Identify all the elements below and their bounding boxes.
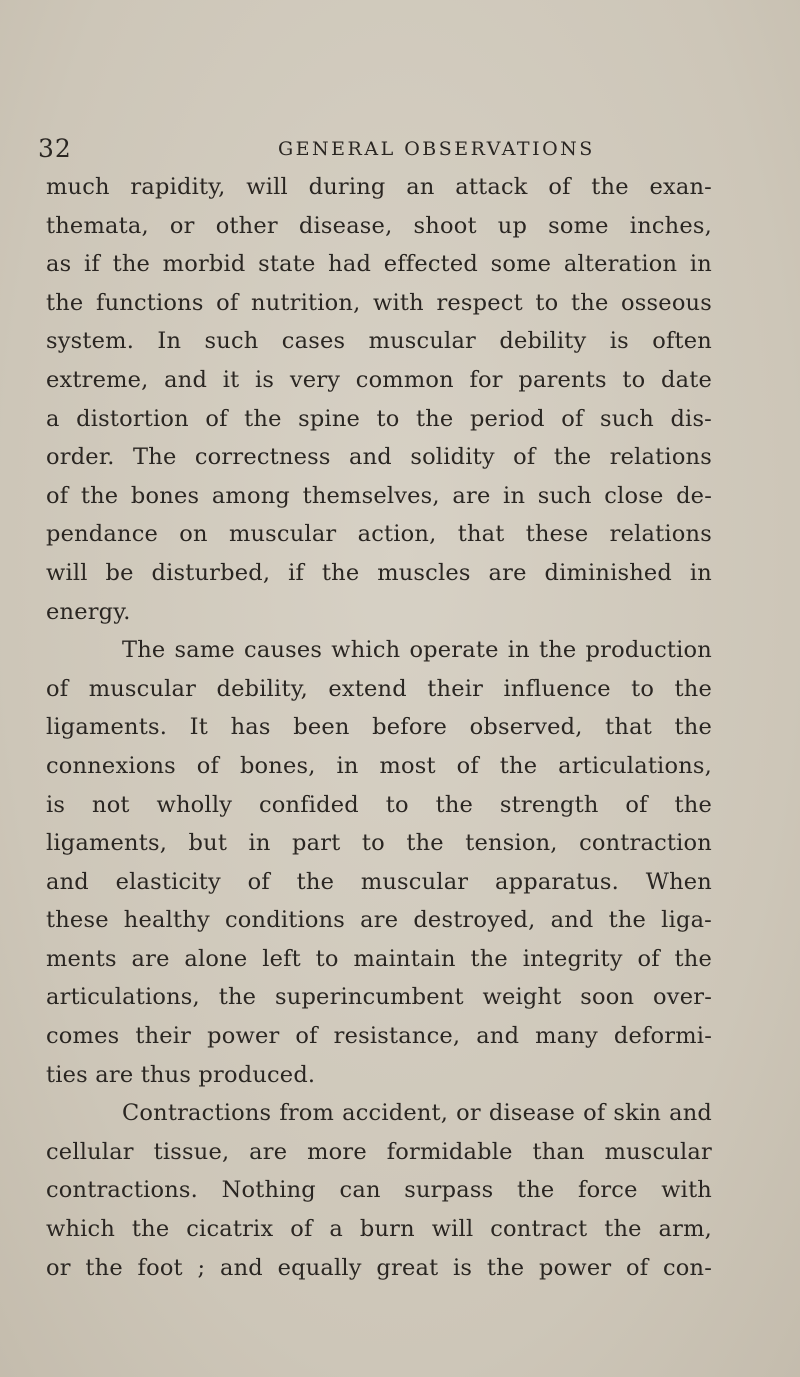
text-line: ments are alone left to maintain the integrity of the — [46, 945, 712, 972]
text-line: the functions of nutrition, with respect to the osseous — [46, 289, 712, 316]
text-line: articulations, the superincumbent weight soon over- — [46, 984, 712, 1011]
text-line: of the bones among themselves, are in such close de- — [46, 482, 712, 509]
text-line: Contractions from accident, or disease of skin and — [122, 1100, 712, 1127]
paragraph-1 — [46, 168, 712, 631]
paragraph-3 — [46, 1094, 712, 1287]
text-line: and elasticity of the muscular apparatus. When — [46, 868, 712, 895]
text-line: is not wholly confided to the strength of the — [46, 791, 712, 818]
text-line: pendance on muscular action, that these relations — [46, 521, 712, 548]
text-line: system. In such cases muscular debility is often — [46, 328, 712, 355]
text-line: contractions. Nothing can surpass the force with — [46, 1177, 712, 1204]
text-line: will be disturbed, if the muscles are diminished in — [46, 559, 712, 586]
text-line: order. The correctness and solidity of the relations — [46, 444, 712, 471]
text-line: these healthy conditions are destroyed, and the liga- — [46, 907, 712, 934]
running-head: GENERAL OBSERVATIONS — [278, 138, 595, 160]
text-line: ligaments, but in part to the tension, contraction — [46, 830, 712, 857]
text-line: The same causes which operate in the production — [122, 637, 712, 664]
text-line: cellular tissue, are more formidable than muscular — [46, 1138, 712, 1165]
text-line: much rapidity, will during an attack of the exan- — [46, 174, 712, 200]
text-line: or the foot ; and equally great is the power of con- — [46, 1254, 712, 1281]
text-line: connexions of bones, in most of the articulations, — [46, 752, 712, 779]
text-line: extreme, and it is very common for parents to date — [46, 366, 712, 393]
text-line: a distortion of the spine to the period of such dis- — [46, 405, 712, 432]
text-line: of muscular debility, extend their influence to the — [46, 675, 712, 702]
text-line: comes their power of resistance, and many deformi- — [46, 1023, 712, 1050]
text-line: which the cicatrix of a burn will contract the arm, — [46, 1216, 712, 1243]
page-number: 32 — [38, 134, 72, 163]
body-text — [46, 168, 712, 1287]
text-line: themata, or other disease, shoot up some inches, — [46, 212, 712, 239]
page-header — [38, 134, 740, 168]
paragraph-2 — [46, 631, 712, 1094]
text-line: as if the morbid state had effected some alteration in — [46, 251, 712, 278]
text-line: ligaments. It has been before observed, that the — [46, 714, 712, 741]
text-line: energy. — [46, 598, 131, 625]
text-line: ties are thus produced. — [46, 1061, 316, 1088]
